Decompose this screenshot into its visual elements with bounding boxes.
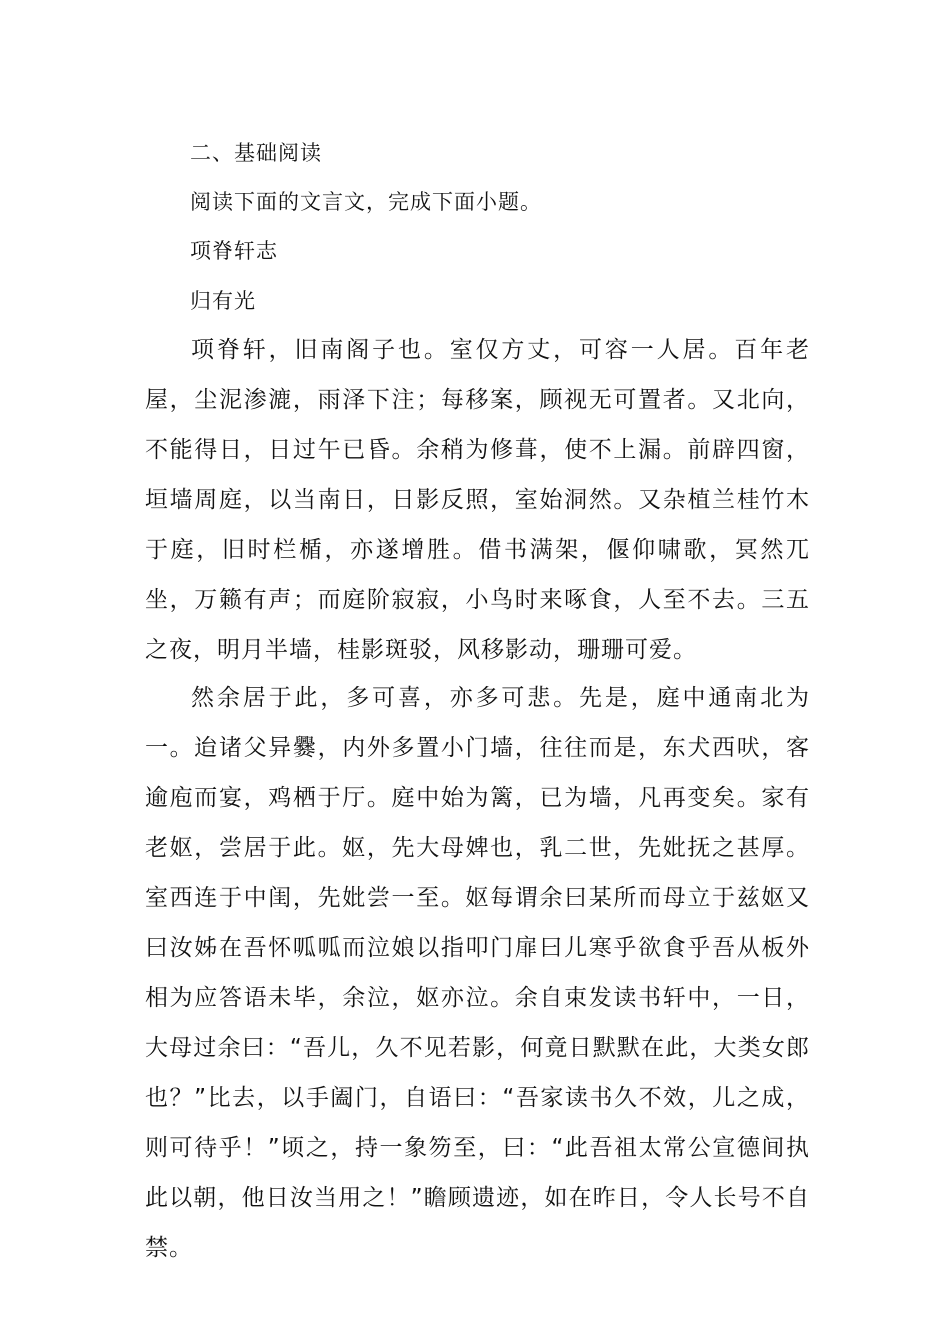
essay-title: 项脊轩志	[190, 239, 278, 263]
paragraph-1: 项脊轩，旧南阁子也。室仅方丈，可容一人居。百年老屋，尘泥渗漉，雨泽下注；每移案，顾视无可置者。又北向，不能得日，日过午已昏。余稍为修葺，使不上漏。前辟四窗，垣墙周庭，以当南日，日影反照，室始洞然。又杂植兰桂竹木于庭，旧时栏楯，亦遂增胜。借书满架，偃仰啸歌，冥然兀坐，万籁有声；而庭阶寂寂，小鸟时来啄食，人至不去。三五之夜，明月半墙，桂影斑驳，风移影动，珊珊可爱。	[145, 337, 810, 663]
instruction-text: 阅读下面的文言文，完成下面小题。	[190, 190, 542, 214]
section-heading: 二、基础阅读	[190, 141, 322, 165]
essay-author: 归有光	[190, 289, 256, 313]
paragraph-2: 然余居于此，多可喜，亦多可悲。先是，庭中通南北为一。迨诸父异爨，内外多置小门墙，往往而是，东犬西吠，客逾庖而宴，鸡栖于厅。庭中始为篱，已为墙，凡再变矣。家有老妪，尝居于此。妪，先大母婢也，乳二世，先妣抚之甚厚。室西连于中闺，先妣尝一至。妪每谓余曰某所而母立于兹妪又曰汝姊在吾怀呱呱而泣娘以指叩门扉曰儿寒乎欲食乎吾从板外相为应答语未毕，余泣，妪亦泣。余自束发读书轩中，一日，大母过余曰：“吾儿，久不见若影，何竟日默默在此，大类女郎也？”比去，以手阖门，自语曰：“吾家读书久不效，儿之成，则可待乎！”顷之，持一象笏至，曰：“此吾祖太常公宣德间执此以朝，他日汝当用之！”瞻顾遗迹，如在昨日，令人长号不自禁。	[145, 685, 810, 1261]
